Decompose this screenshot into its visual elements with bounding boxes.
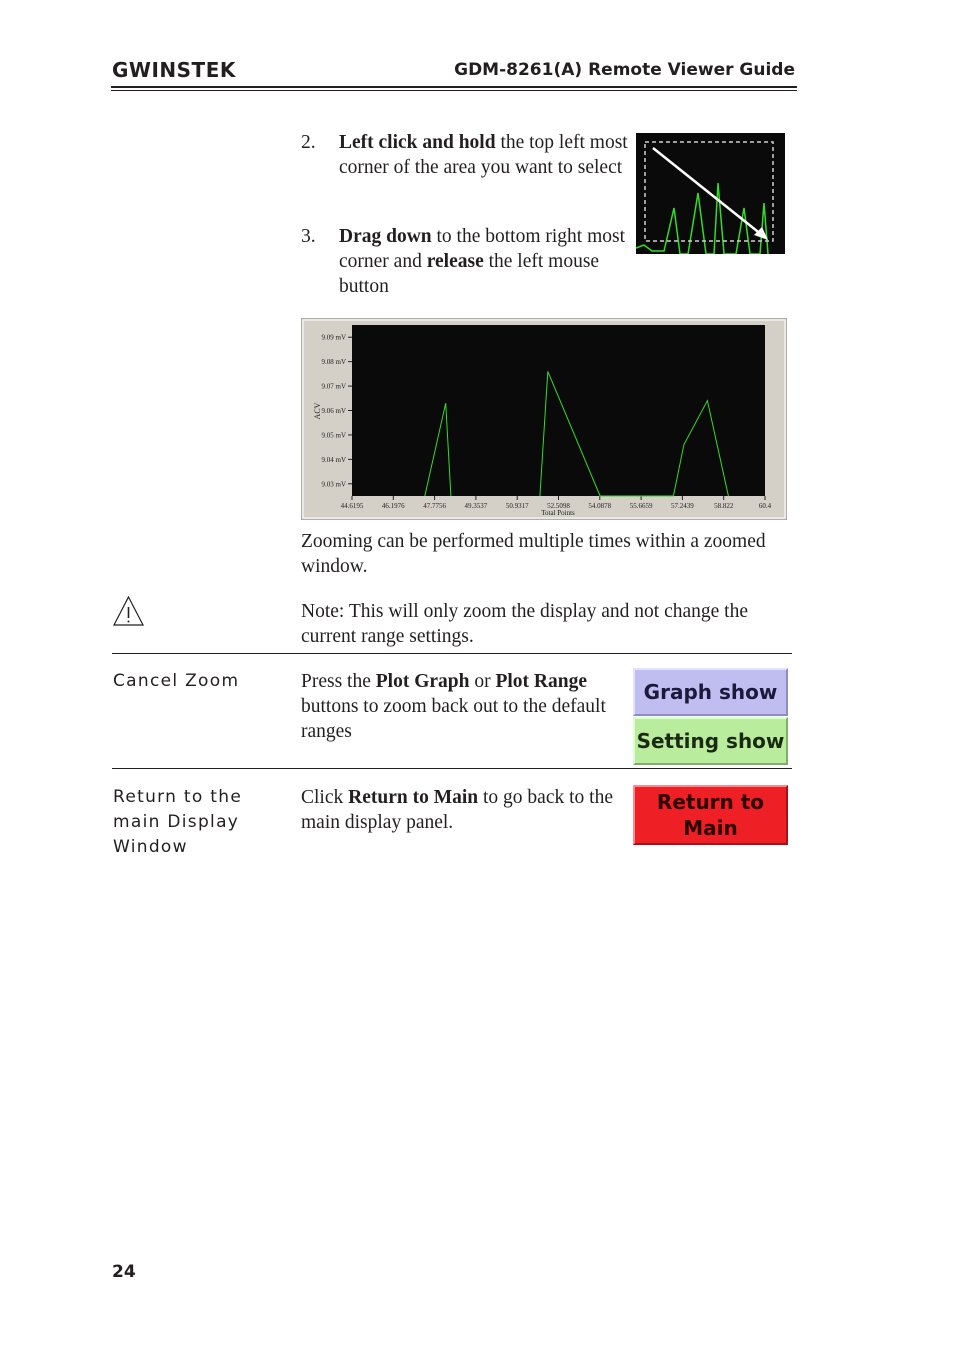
plot-graph-term: Plot Graph — [375, 671, 470, 692]
warning-icon — [113, 595, 144, 627]
return-main-label: Return to the main Display Window — [113, 787, 243, 857]
return-to-main-button-label: Return to Main — [656, 790, 765, 840]
x-tick-label: 58.822 — [714, 502, 734, 510]
setting-show-button[interactable]: Setting show — [633, 717, 788, 765]
plot-range-term: Plot Range — [495, 671, 587, 692]
step-number: 2. — [301, 132, 316, 153]
step-3-bold: Drag down — [339, 226, 432, 247]
plot-area — [352, 325, 765, 496]
return-main-text — [301, 785, 627, 835]
x-tick-label: 44.6195 — [340, 502, 364, 510]
return-to-main-term: Return to Main — [348, 787, 479, 808]
cancel-text-post: buttons to zoom back out to the default ranges — [301, 696, 606, 742]
section-divider — [112, 768, 792, 769]
header-rule — [111, 86, 797, 88]
step-3-rest: the left mouse button — [339, 251, 600, 297]
cancel-zoom-text — [301, 669, 627, 744]
y-tick-label: 9.03 mV — [321, 480, 346, 489]
zoomed-chart[interactable] — [301, 318, 787, 520]
x-tick-label: 46.1976 — [381, 502, 405, 510]
y-tick-label: 9.08 mV — [321, 358, 346, 367]
x-tick-label: 57.2439 — [671, 502, 694, 510]
y-tick-label: 9.04 mV — [321, 455, 346, 464]
x-axis-label: Total Points — [541, 509, 575, 517]
warning-note: Note: This will only zoom the display and not change the current range settings. — [301, 601, 748, 647]
page-number: 24 — [112, 1262, 136, 1282]
y-tick-label: 9.05 mV — [321, 431, 346, 440]
x-tick-label: 52.5098 — [547, 502, 570, 510]
y-tick-label: 9.06 mV — [321, 407, 346, 415]
step-2-rest: the top left most corner of the area you want to select — [339, 132, 628, 178]
x-tick-label: 47.7756 — [423, 502, 446, 510]
x-tick-label: 60.4 — [758, 502, 772, 510]
step-3-mid: to the bottom right most corner and — [339, 226, 626, 272]
section-divider — [112, 653, 792, 654]
return-text-pre: Click — [301, 787, 349, 808]
x-tick-label: 54.0878 — [588, 502, 612, 510]
step-2-text — [339, 130, 629, 180]
x-tick-label: 55.6659 — [629, 502, 653, 510]
zoom-note: Zooming can be performed multiple times within a zoomed window. — [301, 531, 766, 577]
header-rule-thin — [111, 90, 797, 91]
y-tick-label: 9.07 mV — [321, 382, 346, 391]
document-title: GDM-8261(A) Remote Viewer Guide — [454, 60, 795, 80]
step-3-text — [339, 224, 629, 299]
y-tick-label: 9.09 mV — [321, 333, 346, 342]
y-axis-label: ACV — [313, 402, 322, 420]
return-to-main-button[interactable] — [633, 785, 788, 845]
cancel-zoom-label: Cancel Zoom — [113, 671, 240, 691]
step-number: 3. — [301, 226, 316, 247]
return-text-post: to go back to the main display panel. — [301, 787, 613, 833]
gwinstek-logo: GWINSTEK — [112, 58, 236, 82]
step-3-bold2: release — [426, 251, 484, 272]
cancel-text-pre: Press the — [301, 671, 376, 692]
cancel-text-mid: or — [469, 671, 496, 692]
x-tick-label: 49.3537 — [464, 502, 488, 510]
x-tick-label: 50.9317 — [505, 502, 529, 510]
graph-show-button[interactable]: Graph show — [633, 668, 788, 716]
step-2-bold: Left click and hold — [339, 132, 496, 153]
zoom-selection-illustration — [636, 133, 785, 254]
